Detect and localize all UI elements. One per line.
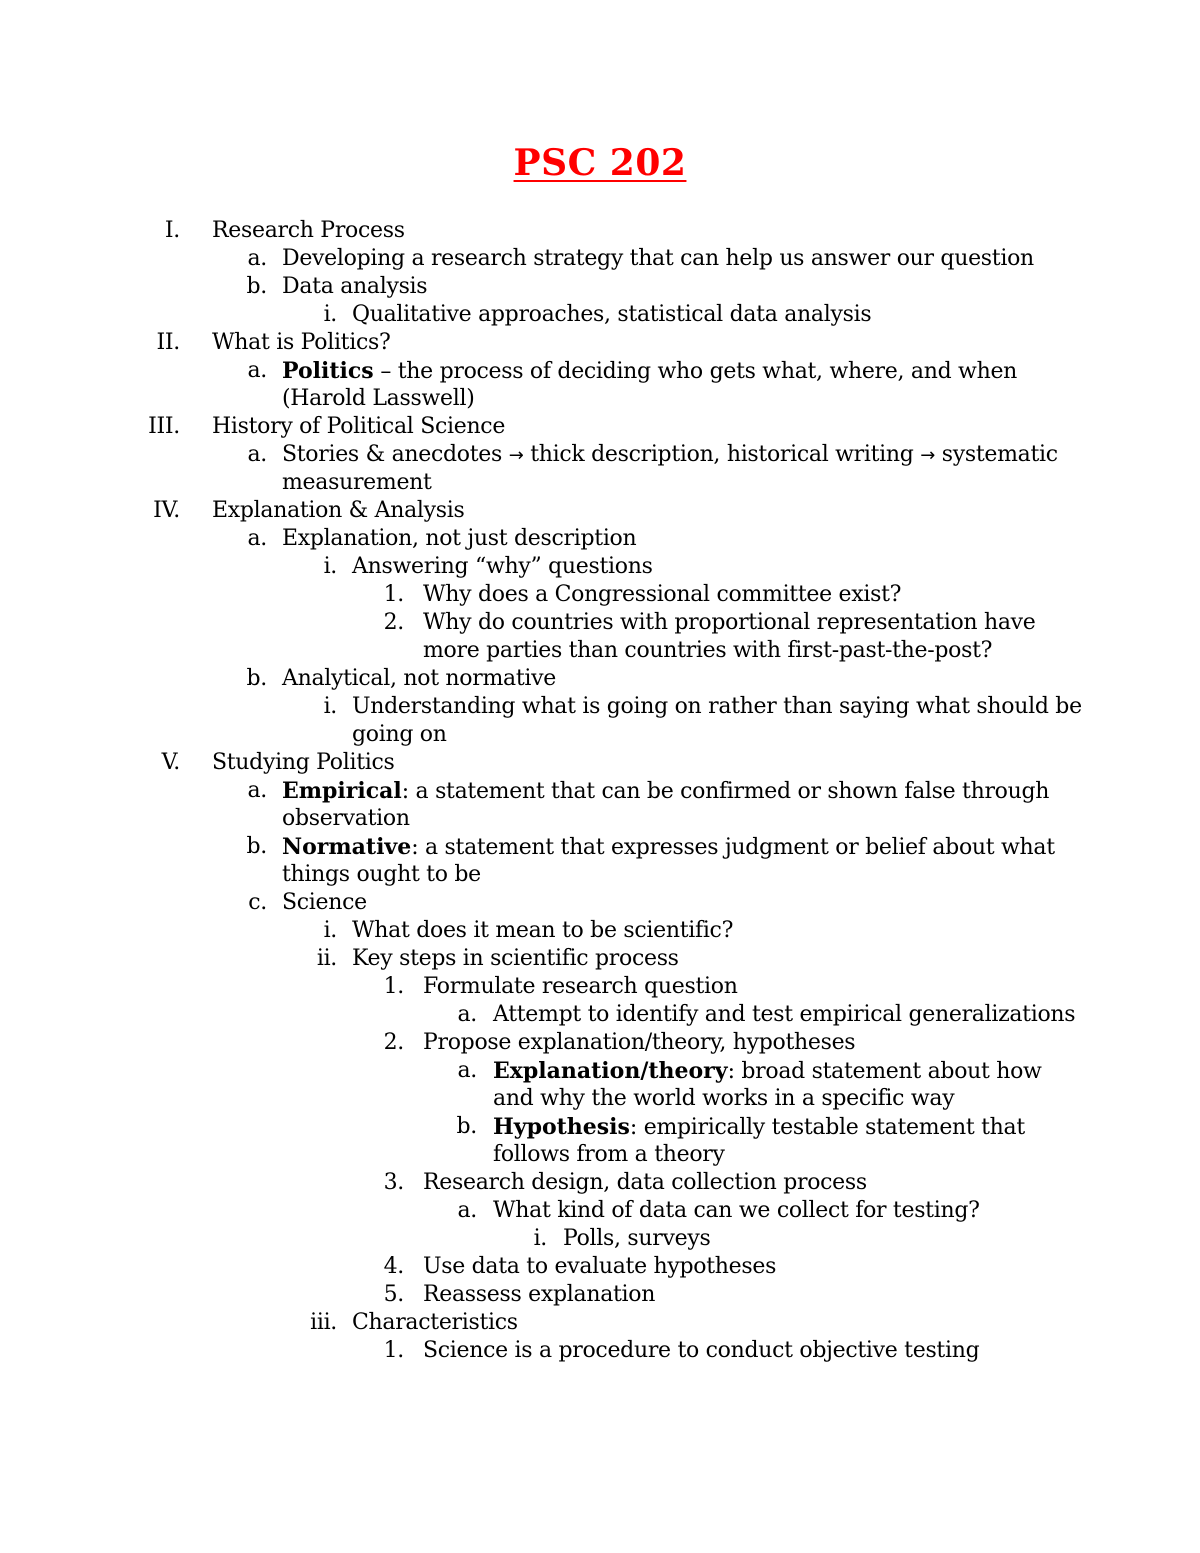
outline-line — [0, 1113, 1200, 1141]
term-definition: : a statement that expresses judgment or belief about what — [411, 835, 1055, 860]
outline-marker: 1. — [383, 974, 404, 999]
outline-line — [0, 217, 1200, 245]
outline-text: and why the world works in a specific way — [493, 1086, 955, 1111]
outline-text: Why do countries with proportional representation have — [423, 610, 1036, 635]
outline-marker: 5. — [383, 1282, 404, 1307]
outline-line — [0, 553, 1200, 581]
outline-text: Key steps in scientific process — [352, 946, 679, 971]
outline-text — [493, 1057, 1042, 1086]
outline-marker: 2. — [383, 1030, 404, 1055]
outline-line — [0, 469, 1200, 497]
outline-marker: i. — [323, 694, 337, 719]
outline-line — [0, 721, 1200, 749]
outline-marker: 3. — [383, 1170, 404, 1195]
outline-text: History of Political Science — [212, 414, 506, 439]
outline-text: (Harold Lasswell) — [282, 386, 475, 411]
outline-line — [0, 665, 1200, 693]
term-definition: : broad statement about how — [727, 1059, 1042, 1084]
outline-line — [0, 889, 1200, 917]
outline-line — [0, 973, 1200, 1001]
outline-marker: i. — [323, 554, 337, 579]
outline-text-part: systematic — [941, 442, 1058, 467]
outline-marker: a. — [457, 1198, 477, 1223]
outline-line — [0, 805, 1200, 833]
outline-text — [282, 357, 1017, 386]
outline-line — [0, 441, 1200, 469]
outline-marker: III. — [148, 414, 180, 439]
term-definition: – the process of deciding who gets what, where, and when — [373, 359, 1018, 384]
outline-marker: II. — [156, 330, 180, 355]
outline-marker: a. — [247, 442, 267, 467]
outline-line — [0, 1197, 1200, 1225]
term-bold: Hypothesis — [493, 1114, 630, 1140]
outline-text — [282, 777, 1049, 806]
outline-line — [0, 637, 1200, 665]
outline-text: What does it mean to be scientific? — [352, 918, 734, 943]
outline-text — [493, 1113, 1025, 1142]
outline-line — [0, 245, 1200, 273]
outline-text: Data analysis — [282, 274, 428, 299]
outline-text-part: thick description, historical writing — [530, 442, 914, 467]
outline-line — [0, 917, 1200, 945]
outline-text: things ought to be — [282, 862, 481, 887]
outline-line — [0, 693, 1200, 721]
outline-line — [0, 1141, 1200, 1169]
outline-text — [282, 441, 1058, 470]
outline-marker: 1. — [383, 582, 404, 607]
outline-text: going on — [352, 722, 447, 747]
outline-line — [0, 301, 1200, 329]
term-bold: Normative — [282, 834, 412, 860]
outline-marker: i. — [323, 918, 337, 943]
outline-text: Analytical, not normative — [282, 666, 556, 691]
outline-line — [0, 525, 1200, 553]
outline-line — [0, 1281, 1200, 1309]
outline-text: observation — [282, 806, 410, 831]
outline-line — [0, 945, 1200, 973]
term-definition: : a statement that can be confirmed or shown false through — [401, 779, 1050, 804]
outline-text: Reassess explanation — [423, 1282, 656, 1307]
outline-marker: IV. — [153, 498, 180, 523]
outline-text: Use data to evaluate hypotheses — [423, 1254, 777, 1279]
outline-line — [0, 861, 1200, 889]
outline-marker: b. — [456, 1114, 477, 1139]
outline-text: What is Politics? — [212, 330, 391, 355]
outline-marker: a. — [457, 1058, 477, 1083]
outline-text: Formulate research question — [423, 974, 738, 999]
outline-text: measurement — [282, 470, 432, 495]
outline-text: follows from a theory — [493, 1142, 725, 1167]
outline-marker: 1. — [383, 1338, 404, 1363]
outline-line — [0, 357, 1200, 385]
outline-text: Polls, surveys — [563, 1226, 711, 1251]
outline-line — [0, 1057, 1200, 1085]
outline-text: Research Process — [212, 218, 405, 243]
outline-line — [0, 1001, 1200, 1029]
outline-text-part: Stories & anecdotes — [282, 442, 502, 467]
term-bold: Empirical — [282, 778, 402, 804]
outline-line — [0, 1225, 1200, 1253]
outline-text: Attempt to identify and test empirical generalizations — [493, 1002, 1076, 1027]
outline-marker: a. — [247, 246, 267, 271]
outline-text: Understanding what is going on rather than saying what should be — [352, 694, 1082, 719]
outline-text: more parties than countries with first-past-the-post? — [423, 638, 993, 663]
outline-line — [0, 1337, 1200, 1365]
outline-line — [0, 1253, 1200, 1281]
outline-marker: ii. — [316, 946, 337, 971]
outline-text: Explanation, not just description — [282, 526, 637, 551]
term-bold: Politics — [282, 358, 374, 384]
outline-text: Answering “why” questions — [352, 554, 653, 579]
outline-marker: b. — [246, 274, 267, 299]
arrow-icon: → — [508, 445, 524, 466]
outline-marker: iii. — [310, 1310, 337, 1335]
outline-marker: 2. — [383, 610, 404, 635]
outline-text: Science is a procedure to conduct objective testing — [423, 1338, 980, 1363]
outline-text: What kind of data can we collect for testing? — [493, 1198, 980, 1223]
outline-line — [0, 1169, 1200, 1197]
outline-line — [0, 1309, 1200, 1337]
outline-line — [0, 413, 1200, 441]
outline-line — [0, 273, 1200, 301]
outline-line — [0, 1029, 1200, 1057]
term-definition: : empirically testable statement that — [629, 1115, 1025, 1140]
arrow-icon: → — [920, 445, 936, 466]
outline-line — [0, 749, 1200, 777]
outline-text: Science — [282, 890, 367, 915]
outline-text: Research design, data collection process — [423, 1170, 867, 1195]
outline-line — [0, 581, 1200, 609]
outline-marker: a. — [247, 778, 267, 803]
outline-text: Why does a Congressional committee exist? — [423, 582, 902, 607]
outline-marker: V. — [161, 750, 180, 775]
outline-text: Qualitative approaches, statistical data analysis — [352, 302, 872, 327]
outline-marker: c. — [248, 890, 267, 915]
outline-marker: i. — [533, 1226, 547, 1251]
outline-marker: I. — [164, 218, 180, 243]
outline-marker: a. — [247, 358, 267, 383]
page-title: PSC 202 — [513, 142, 687, 184]
outline-marker: a. — [247, 526, 267, 551]
outline-marker: a. — [457, 1002, 477, 1027]
outline-text: Studying Politics — [212, 750, 395, 775]
outline-text: Explanation & Analysis — [212, 498, 465, 523]
outline-text: Propose explanation/theory, hypotheses — [423, 1030, 856, 1055]
outline-text — [282, 833, 1055, 862]
outline-line — [0, 329, 1200, 357]
outline-marker: b. — [246, 834, 267, 859]
outline-line — [0, 777, 1200, 805]
term-bold: Explanation/theory — [493, 1058, 728, 1084]
outline-line — [0, 385, 1200, 413]
outline-text: Developing a research strategy that can help us answer our question — [282, 246, 1034, 271]
outline-marker: 4. — [383, 1254, 404, 1279]
outline-marker: b. — [246, 666, 267, 691]
outline-line — [0, 833, 1200, 861]
outline-line — [0, 609, 1200, 637]
outline-marker: i. — [323, 302, 337, 327]
outline-line — [0, 1085, 1200, 1113]
outline-line — [0, 497, 1200, 525]
outline-text: Characteristics — [352, 1310, 518, 1335]
